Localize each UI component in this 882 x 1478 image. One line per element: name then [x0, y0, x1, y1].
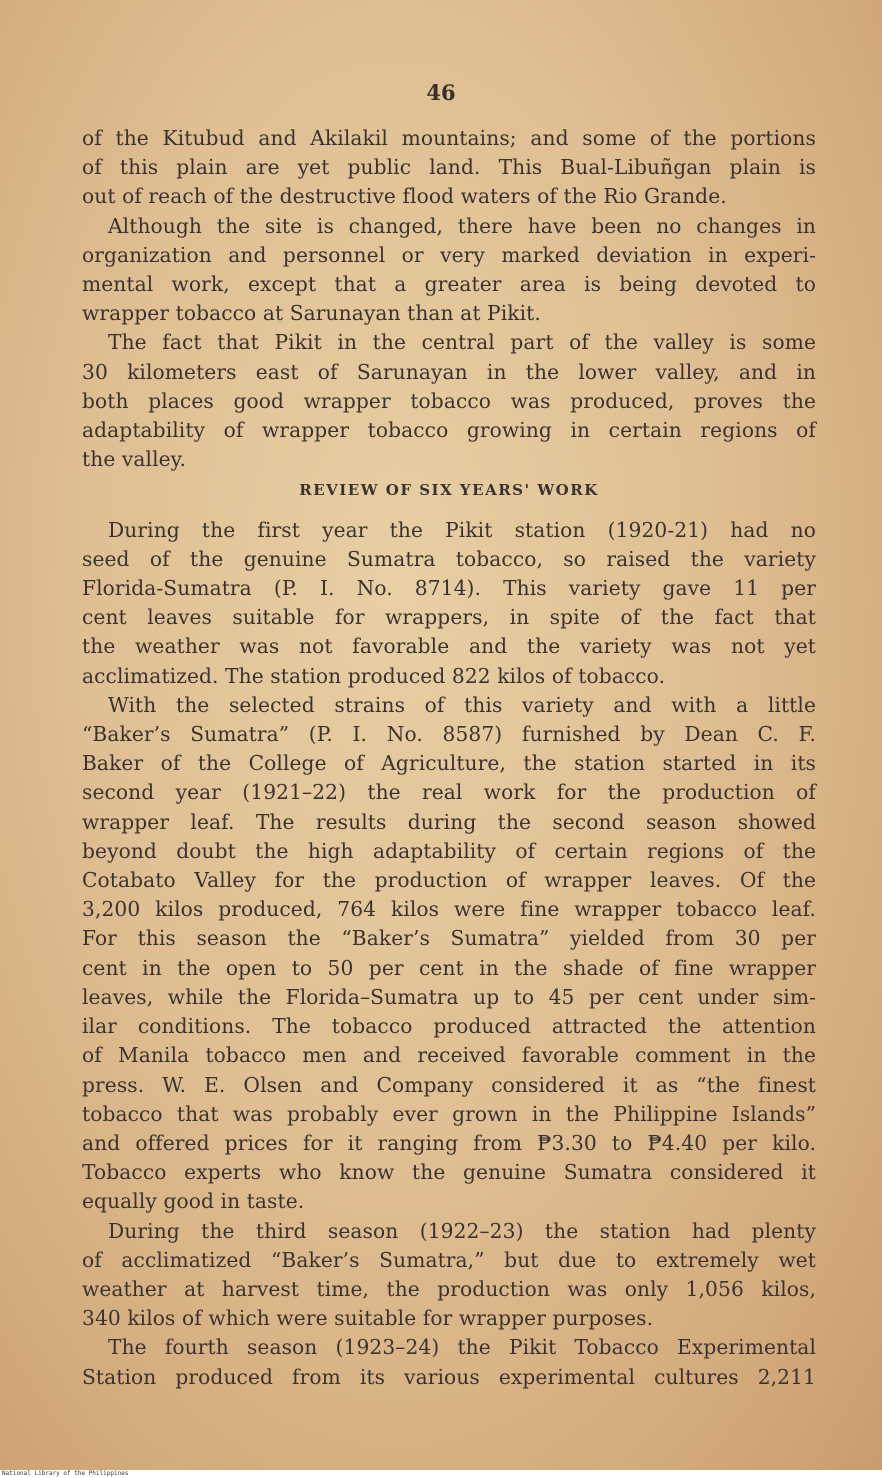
text-line: With the selected strains of this variety and with a little: [108, 692, 816, 717]
text-line: the weather was not favorable and the variety was not yet: [82, 634, 816, 659]
paragraph-second-year: [82, 691, 816, 1217]
text-line: Station produced from its various experimental cultures 2,211: [82, 1364, 816, 1389]
text-line: equally good in taste.: [82, 1189, 305, 1214]
text-line: wrapper tobacco at Sarunayan than at Pikit.: [82, 301, 541, 326]
text-line: and offered prices for it ranging from ₱3.30 to ₱4.40 per kilo.: [82, 1130, 816, 1155]
text-line: tobacco that was probably ever grown in the Philippine Islands”: [82, 1101, 816, 1126]
section-heading: REVIEW OF SIX YEARS' WORK: [299, 481, 599, 500]
text-line: weather at harvest time, the production was only 1,056 kilos,: [82, 1276, 816, 1301]
text-line: of acclimatized “Baker’s Sumatra,” but due to extremely wet: [82, 1247, 816, 1272]
text-line: The fact that Pikit in the central part of the valley is some: [108, 330, 816, 355]
paragraph-pikit-fact: [82, 328, 816, 474]
text-line: Baker of the College of Agriculture, the station started in its: [82, 751, 816, 776]
text-line: out of reach of the destructive flood waters of the Rio Grande.: [82, 184, 727, 209]
text-line: leaves, while the Florida–Sumatra up to 45 per cent under sim-: [82, 984, 816, 1009]
page-number: 46: [426, 80, 456, 105]
body-text: [82, 124, 816, 1392]
text-line: Florida-Sumatra (P. I. No. 8714). This variety gave 11 per: [82, 576, 816, 601]
paragraph-site-change: [82, 212, 816, 329]
text-line: of the Kitubud and Akilakil mountains; and some of the portions: [82, 126, 816, 150]
text-line: acclimatized. The station produced 822 kilos of tobacco.: [82, 663, 666, 688]
text-line: cent in the open to 50 per cent in the shade of fine wrapper: [82, 955, 816, 980]
text-line: both places good wrapper tobacco was produced, proves the: [82, 388, 816, 413]
text-line: “Baker’s Sumatra” (P. I. No. 8587) furnished by Dean C. F.: [82, 722, 816, 747]
text-line: seed of the genuine Sumatra tobacco, so raised the variety: [82, 546, 816, 571]
text-line: Tobacco experts who know the genuine Sumatra considered it: [82, 1160, 816, 1185]
text-line: mental work, except that a greater area is being devoted to: [82, 272, 816, 297]
text-line: beyond doubt the high adaptability of certain regions of the: [82, 838, 816, 863]
text-line: 340 kilos of which were suitable for wrapper purposes.: [82, 1306, 654, 1331]
text-line: The fourth season (1923–24) the Pikit Tobacco Experimental: [108, 1335, 816, 1360]
text-line: 3,200 kilos produced, 764 kilos were fine wrapper tobacco leaf.: [82, 897, 816, 922]
text-line: cent leaves suitable for wrappers, in spite of the fact that: [82, 605, 816, 630]
text-line: For this season the “Baker’s Sumatra” yielded from 30 per: [82, 926, 816, 951]
text-line: 30 kilometers east of Sarunayan in the lower valley, and in: [82, 359, 816, 384]
paragraph-intro: [82, 124, 816, 212]
footer-credit: National Library of the Philippines: [0, 1470, 882, 1478]
text-line: of Manila tobacco men and received favorable comment in the: [82, 1043, 816, 1068]
text-line: During the first year the Pikit station (1920-21) had no: [108, 517, 816, 542]
text-line: press. W. E. Olsen and Company considered it as “the finest: [82, 1072, 816, 1097]
text-line: Cotabato Valley for the production of wrapper leaves. Of the: [82, 868, 816, 893]
text-line: wrapper leaf. The results during the second season showed: [82, 809, 816, 834]
text-line: of this plain are yet public land. This Bual-Libuñgan plain is: [82, 155, 816, 180]
text-line: adaptability of wrapper tobacco growing in certain regions of: [82, 418, 816, 443]
paragraph-third-season: [82, 1217, 816, 1334]
text-line: second year (1921–22) the real work for the production of: [82, 780, 816, 805]
text-line: organization and personnel or very marked deviation in experi-: [82, 242, 816, 267]
paragraph-fourth-season: [82, 1333, 816, 1391]
paragraph-first-year: [82, 516, 816, 691]
text-line: the valley.: [82, 447, 187, 472]
text-line: Although the site is changed, there have been no changes in: [108, 213, 816, 238]
text-line: ilar conditions. The tobacco produced attracted the attention: [82, 1014, 816, 1039]
text-line: During the third season (1922–23) the station had plenty: [108, 1218, 816, 1243]
